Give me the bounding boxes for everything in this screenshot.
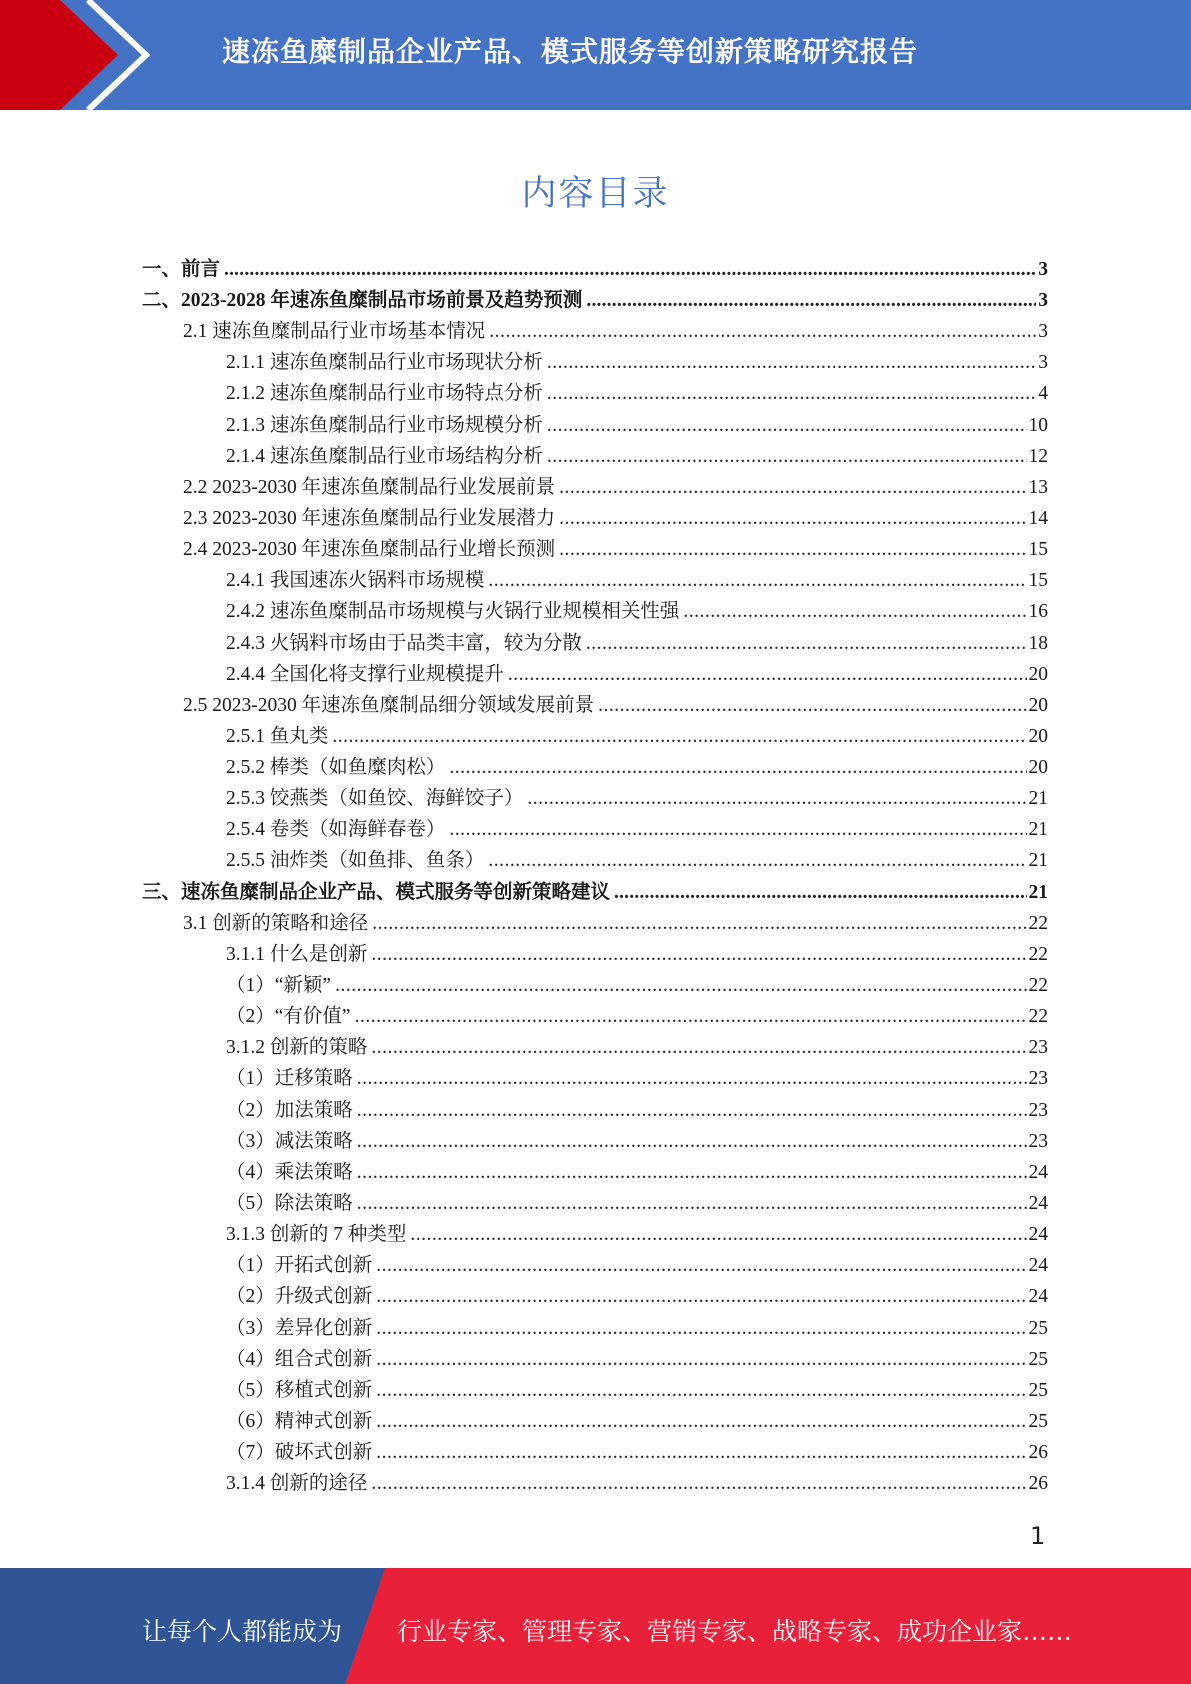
toc-entry[interactable] [142, 534, 1048, 565]
toc-dot-leader [488, 851, 1026, 871]
toc-dot-leader [371, 1038, 1026, 1058]
report-title: 速冻鱼糜制品企业产品、模式服务等创新策略研究报告 [222, 35, 919, 68]
toc-dot-leader [410, 1225, 1026, 1245]
toc-entry[interactable] [142, 690, 1048, 721]
toc-entry-title: 3.1.3 创新的 7 种类型 [226, 1224, 407, 1246]
toc-entry-title: 3.1 创新的策略和途径 [183, 912, 369, 934]
toc-dot-leader [449, 820, 1026, 840]
toc-dot-leader [559, 540, 1026, 560]
toc-entry-page: 24 [1028, 1255, 1048, 1277]
toc-dot-leader [376, 1256, 1026, 1276]
toc-entry-page: 25 [1028, 1317, 1048, 1339]
toc-entry-page: 22 [1028, 912, 1048, 934]
toc-entry[interactable] [142, 347, 1048, 378]
toc-entry-title: 2.5.5 油炸类（如鱼排、鱼条） [226, 850, 485, 872]
toc-entry[interactable] [142, 1251, 1048, 1282]
toc-entry-page: 15 [1028, 539, 1048, 561]
toc-entry[interactable] [142, 1095, 1048, 1126]
toc-entry-title: （4）组合式创新 [226, 1348, 373, 1370]
toc-entry[interactable] [142, 908, 1048, 939]
footer-slogan-left: 让每个人都能成为 [142, 1617, 343, 1646]
toc-entry-title: 2.5.3 饺燕类（如鱼饺、海鲜饺子） [226, 788, 524, 810]
toc-entry-page: 13 [1028, 476, 1048, 498]
toc-entry-title: 2.1.2 速冻鱼糜制品行业市场特点分析 [226, 383, 543, 405]
toc-entry-page: 24 [1028, 1193, 1048, 1215]
toc-entry-title: 2.3 2023-2030 年速冻鱼糜制品行业发展潜力 [183, 507, 556, 529]
toc-dot-leader [355, 1007, 1027, 1027]
toc-entry[interactable] [142, 939, 1048, 970]
toc-dot-leader [559, 478, 1026, 498]
toc-dot-leader [547, 353, 1036, 373]
toc-entry-page: 24 [1028, 1161, 1048, 1183]
header-banner [0, 0, 1191, 110]
toc-entry-page: 21 [1028, 850, 1048, 872]
toc-entry[interactable] [142, 1064, 1048, 1095]
toc-dot-leader [683, 602, 1026, 622]
toc-entry[interactable] [142, 379, 1048, 410]
toc-entry-page: 20 [1028, 757, 1048, 779]
toc-entry-title: 一、前言 [142, 258, 221, 280]
toc-dot-leader [371, 945, 1026, 965]
toc-entry-page: 21 [1028, 881, 1048, 903]
toc-dot-leader [527, 789, 1026, 809]
toc-dot-leader [489, 322, 1036, 342]
toc-dot-leader [332, 727, 1026, 747]
toc-entry-page: 23 [1028, 1068, 1048, 1090]
toc-dot-leader [357, 1163, 1027, 1183]
toc-entry-title: （4）乘法策略 [226, 1161, 353, 1183]
toc-entry-title: （1）开拓式创新 [226, 1255, 373, 1277]
toc-entry-page: 15 [1028, 570, 1048, 592]
toc-entry-page: 3 [1038, 289, 1048, 311]
toc-entry[interactable] [142, 254, 1048, 285]
table-of-contents [142, 254, 1048, 1500]
toc-entry-title: （3）差异化创新 [226, 1317, 373, 1339]
toc-entry-title: （2）升级式创新 [226, 1286, 373, 1308]
toc-dot-leader [598, 696, 1026, 716]
toc-entry-page: 22 [1028, 975, 1048, 997]
toc-dot-leader [376, 1319, 1026, 1339]
toc-entry[interactable] [142, 721, 1048, 752]
toc-entry[interactable] [142, 1282, 1048, 1313]
toc-dot-leader [376, 1443, 1026, 1463]
toc-heading: 内容目录 [521, 174, 670, 214]
toc-dot-leader [357, 1101, 1027, 1121]
toc-entry-title: 2.1.3 速冻鱼糜制品行业市场规模分析 [226, 414, 543, 436]
toc-dot-leader [372, 914, 1026, 934]
toc-entry[interactable] [142, 846, 1048, 877]
toc-entry-title: （5）除法策略 [226, 1193, 353, 1215]
toc-entry[interactable] [142, 1001, 1048, 1032]
toc-entry-title: 2.4 2023-2030 年速冻鱼糜制品行业增长预测 [183, 539, 556, 561]
toc-entry-title: 2.5.2 棒类（如鱼糜肉松） [226, 757, 446, 779]
toc-dot-leader [586, 291, 1036, 311]
toc-entry[interactable] [142, 1437, 1048, 1468]
toc-entry[interactable] [142, 877, 1048, 908]
toc-entry-page: 24 [1028, 1286, 1048, 1308]
toc-entry-page: 18 [1028, 632, 1048, 654]
toc-entry-title: （1）迁移策略 [226, 1068, 353, 1090]
toc-entry-page: 14 [1028, 507, 1048, 529]
toc-entry-page: 23 [1028, 1037, 1048, 1059]
toc-dot-leader [508, 665, 1027, 685]
toc-entry-page: 10 [1028, 414, 1048, 436]
toc-entry-page: 4 [1038, 383, 1048, 405]
footer-slogan-right: 行业专家、管理专家、营销专家、战略专家、成功企业家…… [397, 1617, 1073, 1646]
toc-entry-page: 25 [1028, 1411, 1048, 1433]
toc-dot-leader [376, 1412, 1026, 1432]
toc-entry[interactable] [142, 503, 1048, 534]
toc-entry-page: 3 [1038, 321, 1048, 343]
toc-entry-page: 12 [1028, 445, 1048, 467]
toc-dot-leader [357, 1194, 1027, 1214]
toc-entry-title: 2.5 2023-2030 年速冻鱼糜制品细分领域发展前景 [183, 694, 595, 716]
toc-entry-title: （2）“有价值” [226, 1006, 351, 1028]
toc-entry-title: （5）移植式创新 [226, 1379, 373, 1401]
toc-entry-title: 2.4.1 我国速冻火锅料市场规模 [226, 570, 485, 592]
toc-entry-title: 3.1.1 什么是创新 [226, 943, 368, 965]
toc-entry-title: （2）加法策略 [226, 1099, 353, 1121]
toc-entry-page: 3 [1038, 258, 1048, 280]
toc-entry[interactable] [142, 565, 1048, 596]
toc-dot-leader [547, 384, 1036, 404]
toc-entry-page: 26 [1028, 1442, 1048, 1464]
toc-entry-title: 3.1.4 创新的途径 [226, 1473, 368, 1495]
footer-banner [0, 1568, 1191, 1684]
toc-entry[interactable] [142, 1468, 1048, 1499]
toc-entry[interactable] [142, 1188, 1048, 1219]
toc-entry-page: 21 [1028, 788, 1048, 810]
toc-entry-title: 2.1.4 速冻鱼糜制品行业市场结构分析 [226, 445, 543, 467]
toc-entry-title: 2.4.4 全国化将支撑行业规模提升 [226, 663, 504, 685]
toc-entry-title: 三、速冻鱼糜制品企业产品、模式服务等创新策略建议 [142, 881, 611, 903]
toc-entry-title: （7）破坏式创新 [226, 1442, 373, 1464]
toc-entry-page: 22 [1028, 943, 1048, 965]
toc-entry[interactable] [142, 285, 1048, 316]
toc-dot-leader [376, 1350, 1026, 1370]
toc-entry-page: 16 [1028, 601, 1048, 623]
toc-entry-page: 23 [1028, 1130, 1048, 1152]
toc-dot-leader [335, 976, 1026, 996]
toc-entry-title: 2.2 2023-2030 年速冻鱼糜制品行业发展前景 [183, 476, 556, 498]
toc-dot-leader [547, 416, 1027, 436]
toc-dot-leader [559, 509, 1026, 529]
toc-entry-title: （1）“新颖” [226, 975, 332, 997]
toc-entry-title: 3.1.2 创新的策略 [226, 1037, 368, 1059]
toc-entry-page: 22 [1028, 1006, 1048, 1028]
toc-dot-leader [614, 883, 1026, 903]
toc-entry-page: 20 [1028, 663, 1048, 685]
toc-entry[interactable] [142, 659, 1048, 690]
toc-entry[interactable] [142, 1033, 1048, 1064]
toc-entry-page: 20 [1028, 694, 1048, 716]
toc-dot-leader [224, 260, 1036, 280]
toc-entry-page: 24 [1028, 1224, 1048, 1246]
toc-entry-title: 2.5.1 鱼丸类 [226, 725, 329, 747]
toc-entry-page: 20 [1028, 725, 1048, 747]
toc-entry[interactable] [142, 752, 1048, 783]
toc-entry[interactable] [142, 1375, 1048, 1406]
toc-entry[interactable] [142, 815, 1048, 846]
toc-dot-leader [488, 571, 1026, 591]
toc-entry-title: 2.5.4 卷类（如海鲜春卷） [226, 819, 446, 841]
toc-entry-page: 25 [1028, 1379, 1048, 1401]
toc-dot-leader [371, 1474, 1026, 1494]
toc-entry[interactable] [142, 316, 1048, 347]
toc-dot-leader [357, 1069, 1027, 1089]
toc-dot-leader [376, 1381, 1026, 1401]
toc-dot-leader [449, 758, 1026, 778]
toc-entry-title: （3）减法策略 [226, 1130, 353, 1152]
toc-entry[interactable] [142, 1344, 1048, 1375]
toc-entry[interactable] [142, 1219, 1048, 1250]
toc-entry[interactable] [142, 628, 1048, 659]
toc-dot-leader [376, 1287, 1026, 1307]
toc-entry-page: 25 [1028, 1348, 1048, 1370]
toc-entry[interactable] [142, 410, 1048, 441]
toc-dot-leader [547, 447, 1027, 467]
toc-entry-page: 21 [1028, 819, 1048, 841]
toc-entry-page: 3 [1038, 352, 1048, 374]
toc-entry[interactable] [142, 1157, 1048, 1188]
toc-entry[interactable] [142, 1406, 1048, 1437]
toc-entry-page: 26 [1028, 1473, 1048, 1495]
header-arrow-decoration [0, 0, 160, 110]
toc-entry[interactable] [142, 472, 1048, 503]
toc-entry[interactable] [142, 1126, 1048, 1157]
toc-entry-title: 2.1 速冻鱼糜制品行业市场基本情况 [183, 321, 486, 343]
toc-entry-title: （6）精神式创新 [226, 1411, 373, 1433]
toc-dot-leader [586, 634, 1027, 654]
toc-entry[interactable] [142, 1313, 1048, 1344]
toc-entry[interactable] [142, 597, 1048, 628]
toc-entry[interactable] [142, 441, 1048, 472]
toc-entry-title: 2.4.2 速冻鱼糜制品市场规模与火锅行业规模相关性强 [226, 601, 680, 623]
toc-entry[interactable] [142, 783, 1048, 814]
toc-dot-leader [357, 1132, 1027, 1152]
toc-entry[interactable] [142, 970, 1048, 1001]
toc-entry-title: 二、2023-2028 年速冻鱼糜制品市场前景及趋势预测 [142, 289, 583, 311]
toc-entry-page: 23 [1028, 1099, 1048, 1121]
toc-entry-title: 2.1.1 速冻鱼糜制品行业市场现状分析 [226, 352, 543, 374]
page-number: 1 [1030, 1522, 1046, 1550]
toc-entry-title: 2.4.3 火锅料市场由于品类丰富，较为分散 [226, 632, 582, 654]
